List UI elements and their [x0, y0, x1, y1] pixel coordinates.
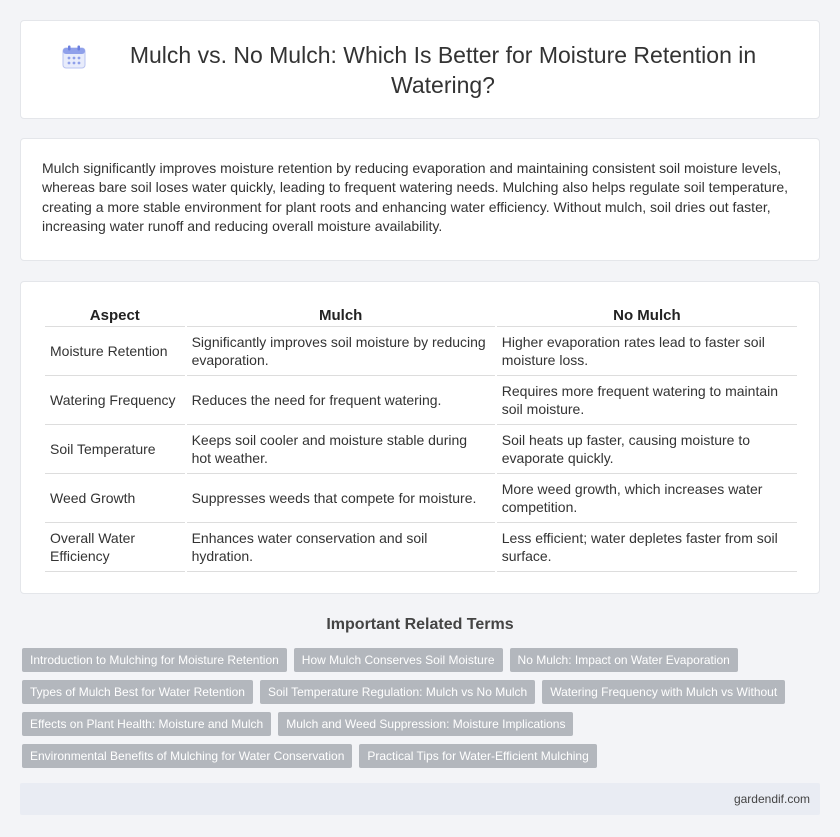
row-aspect: Moisture Retention — [45, 327, 185, 376]
row-no-mulch: Requires more frequent watering to maintain soil moisture. — [497, 376, 797, 425]
comparison-card — [20, 281, 820, 594]
related-terms-heading: Important Related Terms — [326, 616, 514, 633]
calendar-icon — [61, 44, 87, 70]
table-row — [45, 523, 797, 572]
table-row — [45, 376, 797, 425]
related-term-link[interactable]: Types of Mulch Best for Water Retention — [22, 680, 253, 704]
table-row — [45, 425, 797, 474]
row-no-mulch: Soil heats up faster, causing moisture to evaporate quickly. — [497, 425, 797, 474]
related-term-link[interactable]: No Mulch: Impact on Water Evaporation — [510, 648, 738, 672]
comparison-table — [43, 305, 799, 572]
row-aspect: Watering Frequency — [45, 376, 185, 425]
summary-card — [20, 138, 820, 261]
row-no-mulch: Higher evaporation rates lead to faster soil moisture loss. — [497, 327, 797, 376]
row-mulch: Keeps soil cooler and moisture stable during hot weather. — [187, 425, 495, 474]
related-term-link[interactable]: Effects on Plant Health: Moisture and Mulch — [22, 712, 271, 736]
header-no-mulch: No Mulch — [497, 305, 797, 327]
related-term-link[interactable]: Introduction to Mulching for Moisture Retention — [22, 648, 287, 672]
row-mulch: Significantly improves soil moisture by reducing evaporation. — [187, 327, 495, 376]
table-row — [45, 474, 797, 523]
row-aspect: Soil Temperature — [45, 425, 185, 474]
row-no-mulch: More weed growth, which increases water competition. — [497, 474, 797, 523]
row-aspect: Overall Water Efficiency — [45, 523, 185, 572]
summary-text: Mulch significantly improves moisture retention by reducing evaporation and maintaining consistent soil moisture levels, whereas bare soil loses water quickly, leading to frequent watering needs. Mulching also helps regulate soil temperature, creating a more stable environment for plant roots and enhancing water efficiency. Without mulch, soil dries out faster, increasing water runoff and reducing overall moisture availability. — [42, 160, 789, 234]
row-mulch: Suppresses weeds that compete for moisture. — [187, 474, 495, 523]
header-aspect: Aspect — [45, 305, 185, 327]
footer-site[interactable]: gardendif.com — [733, 792, 810, 806]
header-mulch: Mulch — [187, 305, 495, 327]
table-header-row — [45, 305, 797, 327]
related-term-link[interactable]: Soil Temperature Regulation: Mulch vs No Mulch — [260, 680, 535, 704]
related-term-link[interactable]: Environmental Benefits of Mulching for Water Conservation — [22, 744, 352, 768]
related-term-link[interactable]: Practical Tips for Water-Efficient Mulching — [359, 744, 596, 768]
page-title: Mulch vs. No Mulch: Which Is Better for Moisture Retention in Watering? — [129, 41, 757, 98]
row-mulch: Reduces the need for frequent watering. — [187, 376, 495, 425]
title-card — [20, 20, 820, 119]
row-no-mulch: Less efficient; water depletes faster from soil surface. — [497, 523, 797, 572]
footer — [20, 783, 820, 815]
related-term-link[interactable]: Mulch and Weed Suppression: Moisture Implications — [278, 712, 573, 736]
row-aspect: Weed Growth — [45, 474, 185, 523]
related-term-link[interactable]: Watering Frequency with Mulch vs Without — [542, 680, 785, 704]
table-row — [45, 327, 797, 376]
title-wrap — [61, 40, 779, 100]
row-mulch: Enhances water conservation and soil hydration. — [187, 523, 495, 572]
related-terms-list — [20, 648, 820, 776]
related-term-link[interactable]: How Mulch Conserves Soil Moisture — [294, 648, 503, 672]
